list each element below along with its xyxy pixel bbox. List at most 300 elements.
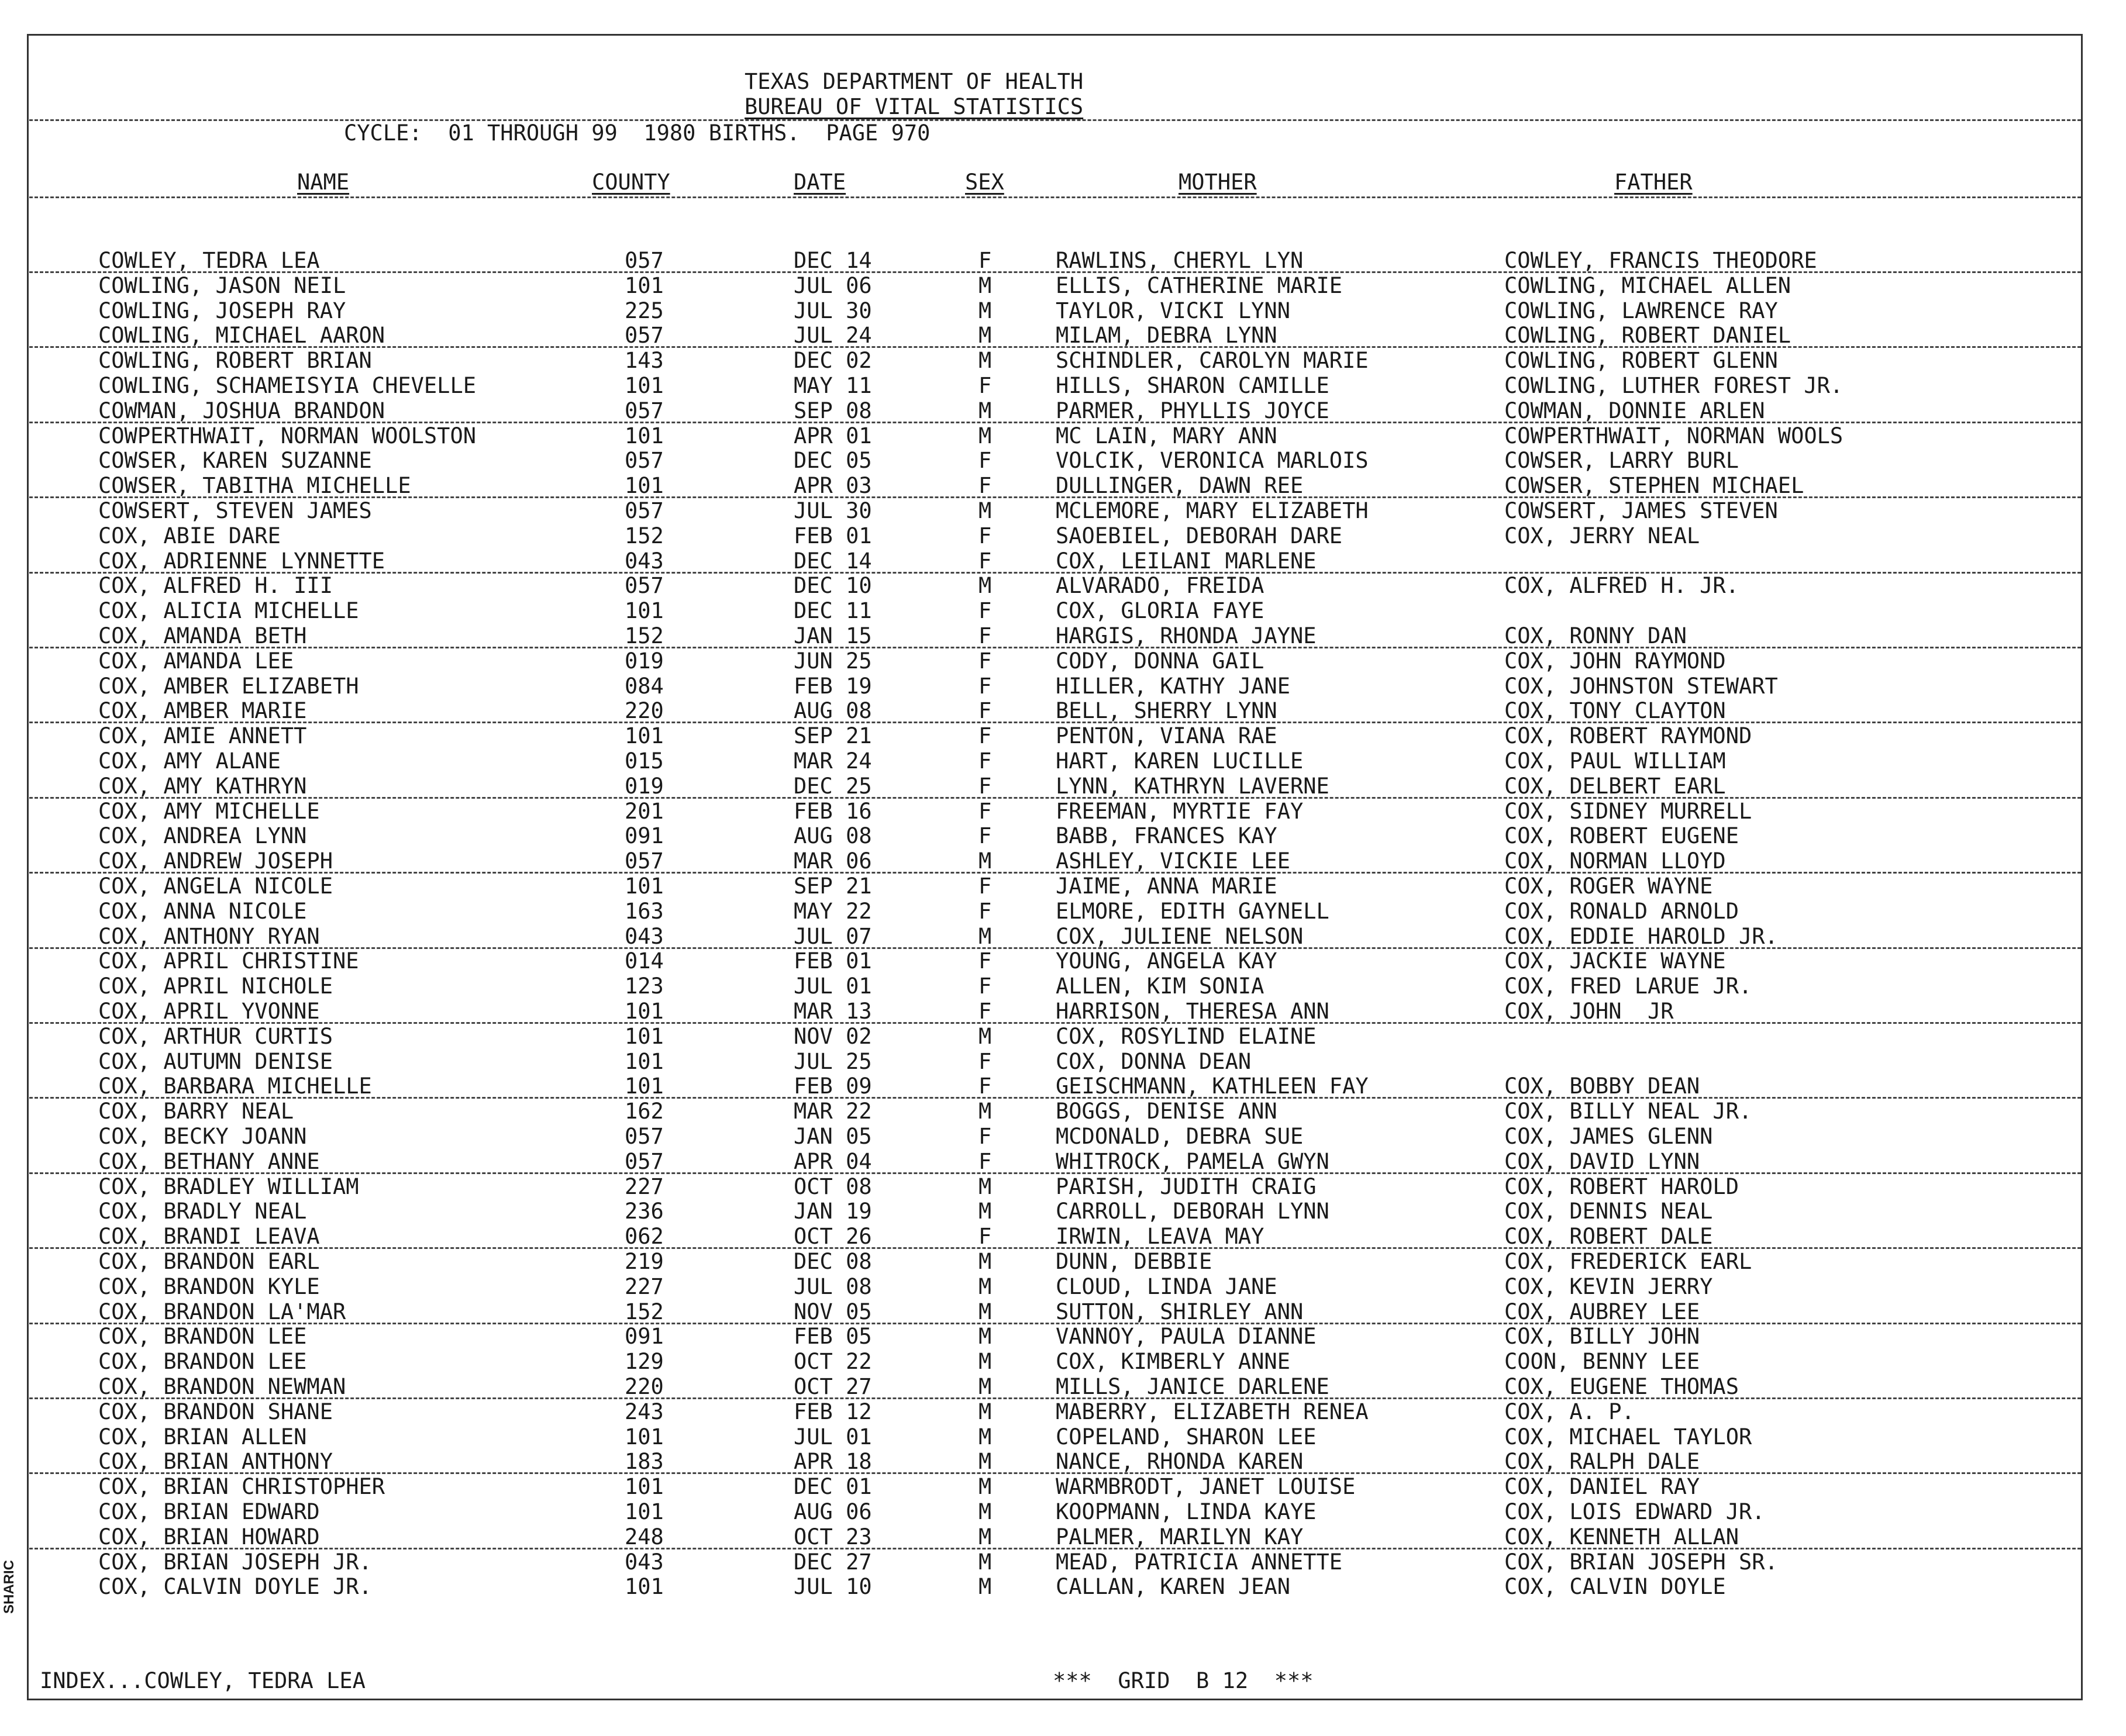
record-county: 225 xyxy=(625,298,664,323)
record-name: COX, BRIAN HOWARD xyxy=(98,1524,320,1549)
record-name: COX, AMIE ANNETT xyxy=(98,723,307,748)
record-sex: M xyxy=(978,1574,992,1599)
record-county: 183 xyxy=(625,1449,664,1474)
record-county: 129 xyxy=(625,1349,664,1374)
record-date: FEB 09 xyxy=(794,1074,872,1099)
record-mother: HARRISON, THERESA ANN xyxy=(1056,999,1329,1024)
record-name: COX, BRIAN CHRISTOPHER xyxy=(98,1474,385,1499)
record-father: COWPERTHWAIT, NORMAN WOOLS xyxy=(1504,423,1844,448)
record-date: JUL 07 xyxy=(794,924,872,949)
record-county: 101 xyxy=(625,423,664,448)
row-rule xyxy=(29,1097,2081,1099)
record-date: NOV 02 xyxy=(794,1024,872,1049)
record-mother: LYNN, KATHRYN LAVERNE xyxy=(1056,774,1329,799)
record-name: COX, AMBER MARIE xyxy=(98,698,307,723)
record-date: FEB 16 xyxy=(794,799,872,824)
record-mother: ALVARADO, FREIDA xyxy=(1056,573,1264,598)
record-mother: COX, ROSYLIND ELAINE xyxy=(1056,1024,1317,1049)
record-county: 101 xyxy=(625,373,664,398)
record-name: COX, BRIAN ALLEN xyxy=(98,1424,307,1449)
record-father: COX, FRED LARUE JR. xyxy=(1504,974,1752,999)
record-father: COX, CALVIN DOYLE xyxy=(1504,1574,1726,1599)
record-father: COX, PAUL WILLIAM xyxy=(1504,748,1726,774)
record-father: COWLING, ROBERT DANIEL xyxy=(1504,323,1791,348)
record-mother: CLOUD, LINDA JANE xyxy=(1056,1274,1277,1299)
row-rule xyxy=(29,647,2081,648)
record-name: COX, BRANDON LA'MAR xyxy=(98,1299,346,1324)
record-county: 236 xyxy=(625,1199,664,1224)
record-father: COX, RALPH DALE xyxy=(1504,1449,1700,1474)
record-name: COWLING, ROBERT BRIAN xyxy=(98,348,372,373)
record-mother: COX, LEILANI MARLENE xyxy=(1056,548,1317,574)
record-name: COX, BRANDON NEWMAN xyxy=(98,1374,346,1399)
record-name: COX, BRANDON SHANE xyxy=(98,1399,333,1424)
record-county: 057 xyxy=(625,1124,664,1149)
row-rule xyxy=(29,572,2081,574)
record-father: COX, JAMES GLENN xyxy=(1504,1124,1713,1149)
row-rule xyxy=(29,722,2081,723)
record-county: 219 xyxy=(625,1249,664,1274)
record-father: COX, DENNIS NEAL xyxy=(1504,1199,1713,1224)
record-name: COX, BRANDI LEAVA xyxy=(98,1224,320,1249)
record-mother: PARISH, JUDITH CRAIG xyxy=(1056,1174,1317,1199)
record-sex: F xyxy=(978,623,992,648)
record-mother: GEISCHMANN, KATHLEEN FAY xyxy=(1056,1074,1369,1099)
record-father: COX, SIDNEY MURRELL xyxy=(1504,799,1752,824)
record-sex: M xyxy=(978,1274,992,1299)
record-sex: M xyxy=(978,423,992,448)
record-mother: MCDONALD, DEBRA SUE xyxy=(1056,1124,1304,1149)
record-father: COX, ROBERT EUGENE xyxy=(1504,823,1739,848)
record-sex: F xyxy=(978,723,992,748)
record-name: COWMAN, JOSHUA BRANDON xyxy=(98,398,385,423)
record-mother: ASHLEY, VICKIE LEE xyxy=(1056,848,1290,874)
record-date: APR 03 xyxy=(794,473,872,498)
record-sex: F xyxy=(978,448,992,473)
column-header-father: FATHER xyxy=(1614,170,1693,195)
record-sex: F xyxy=(978,1224,992,1249)
record-father: COWMAN, DONNIE ARLEN xyxy=(1504,398,1765,423)
record-mother: JAIME, ANNA MARIE xyxy=(1056,874,1277,899)
record-mother: HART, KAREN LUCILLE xyxy=(1056,748,1304,774)
record-father: COX, JOHN RAYMOND xyxy=(1504,648,1726,674)
record-county: 163 xyxy=(625,899,664,924)
record-name: COX, BRANDON KYLE xyxy=(98,1274,320,1299)
record-sex: M xyxy=(978,398,992,423)
record-father: COX, MICHAEL TAYLOR xyxy=(1504,1424,1752,1449)
record-date: OCT 08 xyxy=(794,1174,872,1199)
record-county: 014 xyxy=(625,948,664,974)
record-mother: CARROLL, DEBORAH LYNN xyxy=(1056,1199,1329,1224)
row-rule xyxy=(29,797,2081,799)
header-rule xyxy=(29,119,2081,121)
record-county: 101 xyxy=(625,1574,664,1599)
record-county: 152 xyxy=(625,623,664,648)
record-date: APR 04 xyxy=(794,1149,872,1174)
record-date: APR 01 xyxy=(794,423,872,448)
record-county: 043 xyxy=(625,924,664,949)
record-county: 057 xyxy=(625,498,664,523)
record-sex: M xyxy=(978,1024,992,1049)
record-name: COX, AMBER ELIZABETH xyxy=(98,674,359,699)
index-footer: INDEX...COWLEY, TEDRA LEA xyxy=(40,1668,366,1693)
record-sex: F xyxy=(978,1149,992,1174)
record-county: 043 xyxy=(625,548,664,574)
record-date: JUL 01 xyxy=(794,1424,872,1449)
record-date: FEB 19 xyxy=(794,674,872,699)
record-sex: M xyxy=(978,273,992,298)
record-mother: ELMORE, EDITH GAYNELL xyxy=(1056,899,1329,924)
record-name: COX, BARRY NEAL xyxy=(98,1099,294,1124)
record-mother: ELLIS, CATHERINE MARIE xyxy=(1056,273,1343,298)
record-father: COX, ALFRED H. JR. xyxy=(1504,573,1739,598)
record-county: 101 xyxy=(625,1024,664,1049)
record-county: 227 xyxy=(625,1274,664,1299)
record-father: COWSERT, JAMES STEVEN xyxy=(1504,498,1778,523)
cycle-line: CYCLE: 01 THROUGH 99 1980 BIRTHS. PAGE 970 xyxy=(344,120,931,146)
record-sex: F xyxy=(978,674,992,699)
record-father: COWLING, LAWRENCE RAY xyxy=(1504,298,1778,323)
record-father: COX, KENNETH ALLAN xyxy=(1504,1524,1739,1549)
record-date: FEB 01 xyxy=(794,948,872,974)
record-name: COX, BRANDON LEE xyxy=(98,1324,307,1349)
record-name: COX, ANGELA NICOLE xyxy=(98,874,333,899)
record-mother: PALMER, MARILYN KAY xyxy=(1056,1524,1304,1549)
record-mother: DULLINGER, DAWN REE xyxy=(1056,473,1304,498)
record-date: DEC 10 xyxy=(794,573,872,598)
record-mother: KOOPMANN, LINDA KAYE xyxy=(1056,1499,1317,1524)
record-sex: M xyxy=(978,1324,992,1349)
record-father: COX, FREDERICK EARL xyxy=(1504,1249,1752,1274)
department-title: TEXAS DEPARTMENT OF HEALTH xyxy=(745,69,1084,94)
record-sex: M xyxy=(978,298,992,323)
record-date: JUL 24 xyxy=(794,323,872,348)
record-sex: F xyxy=(978,899,992,924)
record-name: COWLING, SCHAMEISYIA CHEVELLE xyxy=(98,373,477,398)
record-name: COX, AMANDA BETH xyxy=(98,623,307,648)
record-name: COX, BARBARA MICHELLE xyxy=(98,1074,372,1099)
record-father: COX, BILLY NEAL JR. xyxy=(1504,1099,1752,1124)
column-header-county: COUNTY xyxy=(592,170,670,195)
record-name: COX, ANTHONY RYAN xyxy=(98,924,320,949)
record-mother: HILLS, SHARON CAMILLE xyxy=(1056,373,1329,398)
record-name: COX, ADRIENNE LYNNETTE xyxy=(98,548,385,574)
record-mother: RAWLINS, CHERYL LYN xyxy=(1056,248,1304,273)
record-mother: MEAD, PATRICIA ANNETTE xyxy=(1056,1549,1343,1575)
record-date: JUL 08 xyxy=(794,1274,872,1299)
record-county: 062 xyxy=(625,1224,664,1249)
record-date: JAN 15 xyxy=(794,623,872,648)
record-name: COX, ANDREW JOSEPH xyxy=(98,848,333,874)
record-father: COX, BRIAN JOSEPH SR. xyxy=(1504,1549,1778,1575)
record-mother: SAOEBIEL, DEBORAH DARE xyxy=(1056,523,1343,548)
record-county: 043 xyxy=(625,1549,664,1575)
record-county: 101 xyxy=(625,999,664,1024)
record-date: DEC 11 xyxy=(794,598,872,623)
record-sex: M xyxy=(978,1374,992,1399)
record-father: COWLING, LUTHER FOREST JR. xyxy=(1504,373,1844,398)
record-county: 143 xyxy=(625,348,664,373)
record-name: COX, ALICIA MICHELLE xyxy=(98,598,359,623)
record-sex: F xyxy=(978,948,992,974)
record-name: COWLEY, TEDRA LEA xyxy=(98,248,320,273)
record-name: COX, AMY KATHRYN xyxy=(98,774,307,799)
record-name: COX, BECKY JOANN xyxy=(98,1124,307,1149)
record-sex: F xyxy=(978,598,992,623)
record-sex: M xyxy=(978,348,992,373)
record-mother: COX, DONNA DEAN xyxy=(1056,1049,1252,1074)
record-name: COX, CALVIN DOYLE JR. xyxy=(98,1574,372,1599)
record-sex: F xyxy=(978,748,992,774)
column-header-sex: SEX xyxy=(965,170,1004,195)
record-father: COWLING, MICHAEL ALLEN xyxy=(1504,273,1791,298)
record-sex: F xyxy=(978,799,992,824)
record-name: COX, BRADLY NEAL xyxy=(98,1199,307,1224)
record-name: COWSER, KAREN SUZANNE xyxy=(98,448,372,473)
record-name: COX, ANDREA LYNN xyxy=(98,823,307,848)
record-name: COWLING, JOSEPH RAY xyxy=(98,298,346,323)
record-sex: F xyxy=(978,648,992,674)
record-date: DEC 27 xyxy=(794,1549,872,1575)
record-date: NOV 05 xyxy=(794,1299,872,1324)
record-county: 220 xyxy=(625,698,664,723)
record-mother: PARMER, PHYLLIS JOYCE xyxy=(1056,398,1329,423)
column-header-rule xyxy=(29,196,2081,198)
record-sex: M xyxy=(978,1499,992,1524)
record-mother: WARMBRODT, JANET LOUISE xyxy=(1056,1474,1356,1499)
record-father: COWSER, LARRY BURL xyxy=(1504,448,1739,473)
record-county: 057 xyxy=(625,248,664,273)
record-sex: M xyxy=(978,1449,992,1474)
record-father: COX, JOHN JR xyxy=(1504,999,1674,1024)
record-name: COX, ALFRED H. III xyxy=(98,573,333,598)
record-name: COWLING, JASON NEIL xyxy=(98,273,346,298)
record-father: COX, EDDIE HAROLD JR. xyxy=(1504,924,1778,949)
record-father: COWLING, ROBERT GLENN xyxy=(1504,348,1778,373)
bureau-title: BUREAU OF VITAL STATISTICS xyxy=(745,94,1084,119)
record-name: COX, BETHANY ANNE xyxy=(98,1149,320,1174)
record-county: 057 xyxy=(625,323,664,348)
record-county: 101 xyxy=(625,1074,664,1099)
record-father: COX, TONY CLAYTON xyxy=(1504,698,1726,723)
record-county: 019 xyxy=(625,648,664,674)
record-sex: M xyxy=(978,1174,992,1199)
record-name: COX, BRIAN JOSEPH JR. xyxy=(98,1549,372,1575)
record-name: COX, APRIL YVONNE xyxy=(98,999,320,1024)
record-father: COX, AUBREY LEE xyxy=(1504,1299,1700,1324)
record-sex: M xyxy=(978,1474,992,1499)
record-mother: HILLER, KATHY JANE xyxy=(1056,674,1290,699)
record-mother: COX, KIMBERLY ANNE xyxy=(1056,1349,1290,1374)
record-father: COX, LOIS EDWARD JR. xyxy=(1504,1499,1765,1524)
record-father: COX, KEVIN JERRY xyxy=(1504,1274,1713,1299)
record-date: SEP 21 xyxy=(794,874,872,899)
record-name: COX, BRANDON LEE xyxy=(98,1349,307,1374)
column-header-date: DATE xyxy=(794,170,846,195)
record-date: DEC 25 xyxy=(794,774,872,799)
grid-footer: *** GRID B 12 *** xyxy=(1053,1668,1314,1693)
record-sex: F xyxy=(978,974,992,999)
record-sex: F xyxy=(978,248,992,273)
record-county: 201 xyxy=(625,799,664,824)
record-county: 248 xyxy=(625,1524,664,1549)
record-father: COX, RONNY DAN xyxy=(1504,623,1687,648)
record-mother: BELL, SHERRY LYNN xyxy=(1056,698,1277,723)
record-name: COX, BRADLEY WILLIAM xyxy=(98,1174,359,1199)
record-date: SEP 21 xyxy=(794,723,872,748)
record-county: 101 xyxy=(625,874,664,899)
record-date: DEC 05 xyxy=(794,448,872,473)
record-father: COX, RONALD ARNOLD xyxy=(1504,899,1739,924)
record-date: DEC 14 xyxy=(794,548,872,574)
record-name: COX, ANNA NICOLE xyxy=(98,899,307,924)
record-date: AUG 06 xyxy=(794,1499,872,1524)
record-name: COX, ABIE DARE xyxy=(98,523,281,548)
record-name: COWSERT, STEVEN JAMES xyxy=(98,498,372,523)
record-father: COWSER, STEPHEN MICHAEL xyxy=(1504,473,1804,498)
record-county: 057 xyxy=(625,398,664,423)
record-name: COX, BRANDON EARL xyxy=(98,1249,320,1274)
record-sex: F xyxy=(978,548,992,574)
record-father: COX, DANIEL RAY xyxy=(1504,1474,1700,1499)
record-father: COX, NORMAN LLOYD xyxy=(1504,848,1726,874)
record-mother: SUTTON, SHIRLEY ANN xyxy=(1056,1299,1304,1324)
record-county: 101 xyxy=(625,1474,664,1499)
record-mother: CODY, DONNA GAIL xyxy=(1056,648,1264,674)
record-county: 162 xyxy=(625,1099,664,1124)
record-mother: PENTON, VIANA RAE xyxy=(1056,723,1277,748)
record-mother: CALLAN, KAREN JEAN xyxy=(1056,1574,1290,1599)
record-father: COX, ROBERT RAYMOND xyxy=(1504,723,1752,748)
record-date: DEC 08 xyxy=(794,1249,872,1274)
record-county: 243 xyxy=(625,1399,664,1424)
record-date: JUL 25 xyxy=(794,1049,872,1074)
record-sex: F xyxy=(978,473,992,498)
record-date: FEB 05 xyxy=(794,1324,872,1349)
record-name: COX, AUTUMN DENISE xyxy=(98,1049,333,1074)
record-mother: MC LAIN, MARY ANN xyxy=(1056,423,1277,448)
record-mother: VOLCIK, VERONICA MARLOIS xyxy=(1056,448,1369,473)
record-mother: TAYLOR, VICKI LYNN xyxy=(1056,298,1290,323)
record-mother: MILLS, JANICE DARLENE xyxy=(1056,1374,1329,1399)
row-rule xyxy=(29,1022,2081,1024)
record-name: COX, APRIL CHRISTINE xyxy=(98,948,359,974)
record-county: 057 xyxy=(625,1149,664,1174)
record-county: 015 xyxy=(625,748,664,774)
record-county: 101 xyxy=(625,1424,664,1449)
row-rule xyxy=(29,872,2081,874)
column-header-mother: MOTHER xyxy=(1179,170,1257,195)
record-date: JUL 30 xyxy=(794,298,872,323)
record-sex: M xyxy=(978,1299,992,1324)
record-county: 084 xyxy=(625,674,664,699)
record-date: MAR 13 xyxy=(794,999,872,1024)
record-county: 227 xyxy=(625,1174,664,1199)
record-date: FEB 12 xyxy=(794,1399,872,1424)
record-father: COWLEY, FRANCIS THEODORE xyxy=(1504,248,1817,273)
record-sex: M xyxy=(978,848,992,874)
record-date: JUL 30 xyxy=(794,498,872,523)
record-sex: M xyxy=(978,1399,992,1424)
record-father: COX, ROBERT DALE xyxy=(1504,1224,1713,1249)
record-date: JAN 05 xyxy=(794,1124,872,1149)
record-county: 101 xyxy=(625,473,664,498)
record-date: MAR 06 xyxy=(794,848,872,874)
record-sex: F xyxy=(978,373,992,398)
record-mother: YOUNG, ANGELA KAY xyxy=(1056,948,1277,974)
record-name: COWLING, MICHAEL AARON xyxy=(98,323,385,348)
record-mother: WHITROCK, PAMELA GWYN xyxy=(1056,1149,1329,1174)
record-mother: ALLEN, KIM SONIA xyxy=(1056,974,1264,999)
record-county: 220 xyxy=(625,1374,664,1399)
record-county: 152 xyxy=(625,523,664,548)
record-date: JUN 25 xyxy=(794,648,872,674)
record-county: 057 xyxy=(625,848,664,874)
record-date: SEP 08 xyxy=(794,398,872,423)
record-father: COX, EUGENE THOMAS xyxy=(1504,1374,1739,1399)
record-date: AUG 08 xyxy=(794,823,872,848)
record-father: COX, ROGER WAYNE xyxy=(1504,874,1713,899)
record-father: COX, ROBERT HAROLD xyxy=(1504,1174,1739,1199)
record-sex: M xyxy=(978,1549,992,1575)
record-mother: BABB, FRANCES KAY xyxy=(1056,823,1277,848)
record-sex: M xyxy=(978,1524,992,1549)
record-date: DEC 01 xyxy=(794,1474,872,1499)
record-county: 101 xyxy=(625,1499,664,1524)
record-name: COX, AMY MICHELLE xyxy=(98,799,320,824)
record-father: COX, JOHNSTON STEWART xyxy=(1504,674,1778,699)
record-sex: F xyxy=(978,523,992,548)
record-sex: M xyxy=(978,924,992,949)
record-date: OCT 26 xyxy=(794,1224,872,1249)
side-stamp: SHARIC xyxy=(1,1559,17,1614)
record-mother: COX, GLORIA FAYE xyxy=(1056,598,1264,623)
record-father: COX, DELBERT EARL xyxy=(1504,774,1726,799)
record-sex: M xyxy=(978,1249,992,1274)
record-county: 019 xyxy=(625,774,664,799)
record-mother: MILAM, DEBRA LYNN xyxy=(1056,323,1277,348)
row-rule xyxy=(29,1247,2081,1249)
record-father: COX, BOBBY DEAN xyxy=(1504,1074,1700,1099)
record-father: COX, JACKIE WAYNE xyxy=(1504,948,1726,974)
record-sex: F xyxy=(978,1049,992,1074)
record-sex: F xyxy=(978,1124,992,1149)
record-date: OCT 23 xyxy=(794,1524,872,1549)
record-sex: M xyxy=(978,1199,992,1224)
record-county: 152 xyxy=(625,1299,664,1324)
record-mother: DUNN, DEBBIE xyxy=(1056,1249,1212,1274)
record-county: 101 xyxy=(625,273,664,298)
record-date: APR 18 xyxy=(794,1449,872,1474)
record-county: 091 xyxy=(625,1324,664,1349)
record-mother: NANCE, RHONDA KAREN xyxy=(1056,1449,1304,1474)
record-county: 101 xyxy=(625,1049,664,1074)
record-sex: M xyxy=(978,1349,992,1374)
record-mother: MCLEMORE, MARY ELIZABETH xyxy=(1056,498,1369,523)
record-date: DEC 02 xyxy=(794,348,872,373)
record-mother: MABERRY, ELIZABETH RENEA xyxy=(1056,1399,1369,1424)
record-date: OCT 27 xyxy=(794,1374,872,1399)
record-date: MAY 22 xyxy=(794,899,872,924)
record-name: COWPERTHWAIT, NORMAN WOOLSTON xyxy=(98,423,477,448)
record-date: JUL 10 xyxy=(794,1574,872,1599)
record-mother: COX, JULIENE NELSON xyxy=(1056,924,1304,949)
record-father: COX, JERRY NEAL xyxy=(1504,523,1700,548)
record-mother: VANNOY, PAULA DIANNE xyxy=(1056,1324,1317,1349)
record-mother: BOGGS, DENISE ANN xyxy=(1056,1099,1277,1124)
record-sex: F xyxy=(978,823,992,848)
record-father: COX, A. P. xyxy=(1504,1399,1635,1424)
